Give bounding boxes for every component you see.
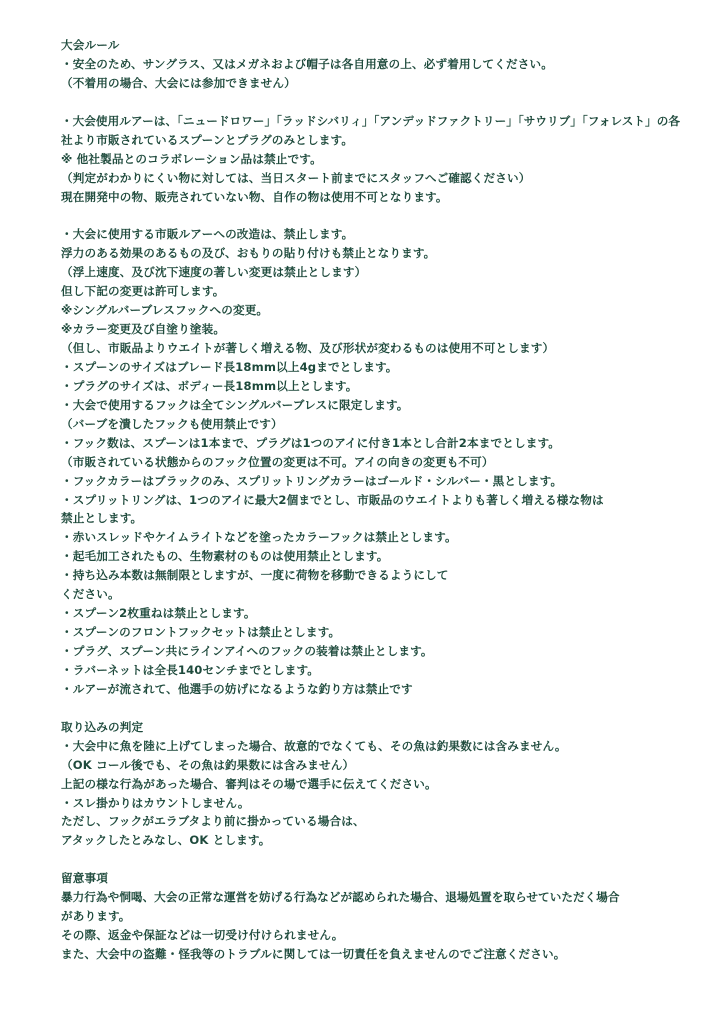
spacer: [61, 850, 691, 869]
rule-line: があります。: [61, 909, 131, 924]
rule-line: 上記の様な行為があった場合、審判はその場で選手に伝えてください。: [61, 776, 437, 791]
spacer: [61, 93, 691, 112]
rule-line: ・大会中に魚を陸に上げてしまった場合、故意的でなくても、その魚は釣果数には含みません。: [61, 738, 567, 753]
rule-line: ・スプーン2枚重ねは禁止とします。: [61, 606, 256, 621]
rule-line: （市販されている状態からのフック位置の変更は不可。アイの向きの変更も不可）: [61, 454, 494, 469]
spacer: [61, 699, 691, 718]
rule-line: ・フック数は、スプーンは1本まで、プラグは1つのアイに付き1本とし合計2本までとします。: [61, 435, 561, 450]
rule-line: アタックしたとみなし、OK とします。: [61, 833, 271, 848]
rule-line: 社より市販されているスプーンとプラグのみとします。: [61, 132, 354, 147]
rule-line: （OK コール後でも、その魚は釣果数には含みません）: [61, 757, 355, 772]
section-landing-judgement: [61, 718, 691, 851]
rule-line: ・起毛加工されたもの、生物素材のものは使用禁止とします。: [61, 549, 389, 564]
section-heading: 留意事項: [61, 871, 108, 886]
section-notes: [61, 869, 691, 964]
rule-line: ただし、フックがエラブタより前に掛かっている場合は、: [61, 814, 365, 829]
rule-line: （不着用の場合、大会には参加できません）: [61, 75, 296, 90]
spacer: [61, 206, 691, 225]
rule-line: ・ラバーネットは全長140センチまでとします。: [61, 662, 320, 677]
rule-line: ください。: [61, 587, 120, 602]
rule-line: ・プラグ、スプーン共にラインアイへのフックの装着は禁止とします。: [61, 644, 433, 658]
rule-line: 禁止とします。: [61, 511, 143, 526]
rule-line: 但し下記の変更は許可します。: [61, 284, 225, 299]
rule-line: ・安全のため、サングラス、又はメガネおよび帽子は各自用意の上、必ず着用してください。: [61, 56, 553, 71]
rule-line: ・スレ掛かりはカウントしません。: [61, 795, 250, 810]
rule-line: ・赤いスレッドやケイムライトなどを塗ったカラーフックは禁止とします。: [61, 530, 457, 545]
rule-line: ・スプーンのサイズはブレード長18mm以上4gまでとします。: [61, 359, 398, 374]
rule-line: ・ルアーが流されて、他選手の妨げになるような釣り方は禁止です: [61, 681, 413, 696]
section-lure-brands: [61, 112, 691, 207]
rule-line: （浮上速度、及び沈下速度の著しい変更は禁止とします）: [61, 265, 367, 280]
rule-line: ・持ち込み本数は無制限としますが、一度に荷物を移動できるようにして: [61, 568, 449, 583]
section-tournament-rules: [61, 36, 691, 93]
rule-line: また、大会中の盗難・怪我等のトラブルに関しては一切責任を負えませんのでご注意ください。: [61, 947, 566, 961]
rule-line: （判定がわかりにくい物に対しては、当日スタート前までにスタッフへご確認ください）: [61, 170, 531, 185]
rule-line: 現在開発中の物、販売されていない物、自作の物は使用不可となります。: [61, 189, 448, 204]
rule-line: ・スプリットリングは、1つのアイに最大2個までとし、市販品のウエイトよりも著しく増える様な物は: [61, 492, 604, 507]
rule-line: ※シングルバーブレスフックへの変更。: [61, 303, 269, 318]
rules-document: [61, 36, 691, 964]
rule-line: ・フックカラーはブラックのみ、スプリットリングカラーはゴールド・シルバー・黒とします。: [61, 473, 563, 488]
rule-line: 浮力のある効果のあるもの及び、おもりの貼り付けも禁止となります。: [61, 246, 436, 261]
rule-line: ※カラー変更及び自塗り塗装。: [61, 322, 226, 337]
section-heading: 取り込みの判定: [61, 719, 144, 734]
rule-line: 暴力行為や恫喝、大会の正常な運営を妨げる行為などが認められた場合、退場処置を取らせていただく場合: [61, 890, 620, 905]
rule-line: ・プラグのサイズは、ボディー長18mm以上とします。: [61, 378, 358, 393]
rule-line: ※ 他社製品とのコラボレーション品は禁止です。: [61, 151, 322, 166]
rule-line: ・スプーンのフロントフックセットは禁止とします。: [61, 625, 341, 640]
rule-line: （但し、市販品よりウエイトが著しく増える物、及び形状が変わるものは使用不可とします）: [61, 341, 555, 355]
rule-line: ・大会で使用するフックは全てシングルバーブレスに限定します。: [61, 397, 409, 412]
rule-line: その際、返金や保証などは一切受け付けられません。: [61, 928, 344, 943]
rule-line: ・大会使用ルアーは、「ニュードロワー」「ラッドシバリィ」「アンデッドファクトリー」「サウリブ」「フォレスト」の各: [61, 113, 680, 128]
rule-line: （バーブを潰したフックも使用禁止です）: [61, 416, 283, 431]
section-heading: 大会ルール: [61, 38, 120, 52]
section-lure-modification: [61, 225, 691, 698]
rule-line: ・大会に使用する市販ルアーへの改造は、禁止します。: [61, 227, 354, 242]
